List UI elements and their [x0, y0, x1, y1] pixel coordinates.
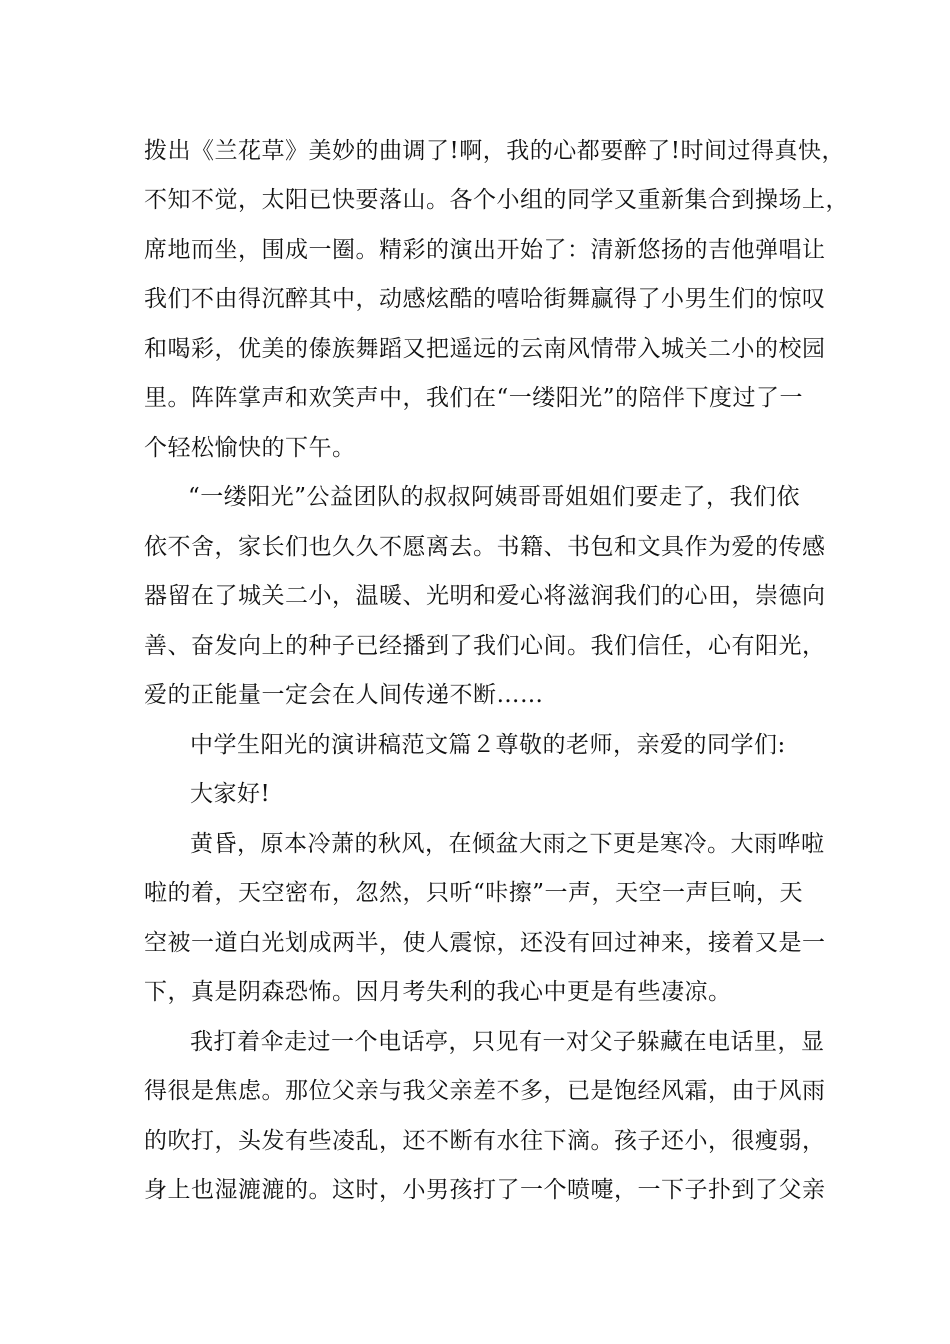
text-line: 个轻松愉快的下午。 [144, 435, 356, 461]
text-line: 和喝彩，优美的傣族舞蹈又把遥远的云南风情带入城关二小的校园 [144, 336, 826, 362]
text-line: 席地而坐，围成一圈。精彩的演出开始了：清新悠扬的吉他弹唱让 [144, 237, 826, 263]
text-line: 黄昏，原本冷萧的秋风，在倾盆大雨之下更是寒冷。大雨哗啦 [190, 831, 825, 857]
text-line: “一缕阳光”公益团队的叔叔阿姨哥哥姐姐们要走了，我们依 [188, 484, 801, 510]
text-line: 我们不由得沉醉其中，动感炫酷的嘻哈街舞赢得了小男生们的惊叹 [144, 286, 826, 312]
greeting-line: 大家好! [190, 781, 271, 807]
text-line: 爱的正能量一定会在人间传递不断…… [144, 682, 544, 708]
text-line: 的吹打，头发有些凌乱，还不断有水往下滴。孩子还小，很瘦弱， [144, 1128, 826, 1154]
text-line: 善、奋发向上的种子已经播到了我们心间。我们信任，心有阳光， [144, 633, 826, 659]
text-line: 拨出《兰花草》美妙的曲调了!啊，我的心都要醉了!时间过得真快， [144, 138, 845, 164]
text-line: 空被一道白光划成两半，使人震惊，还没有回过神来，接着又是一 [144, 930, 826, 956]
text-line: 器留在了城关二小，温暖、光明和爱心将滋润我们的心田，崇德向 [144, 583, 826, 609]
text-line: 下，真是阴森恐怖。因月考失利的我心中更是有些凄凉。 [144, 979, 732, 1005]
text-line: 依不舍，家长们也久久不愿离去。书籍、书包和文具作为爱的传感 [144, 534, 826, 560]
text-line: 我打着伞走过一个电话亭，只见有一对父子躲藏在电话里，显 [190, 1029, 825, 1055]
section-heading: 中学生阳光的演讲稿范文篇２尊敬的老师，亲爱的同学们: [190, 732, 786, 758]
text-line: 不知不觉，太阳已快要落山。各个小组的同学又重新集合到操场上， [144, 187, 849, 213]
text-line: 身上也湿漉漉的。这时，小男孩打了一个喷嚏，一下子扑到了父亲 [144, 1177, 826, 1203]
text-line: 得很是焦虑。那位父亲与我父亲差不多，已是饱经风霜，由于风雨 [144, 1078, 826, 1104]
text-line: 里。阵阵掌声和欢笑声中，我们在“一缕阳光”的陪伴下度过了一 [144, 385, 804, 411]
text-line: 啦的着，天空密布，忽然，只听“咔擦”一声，天空一声巨响，天 [144, 880, 804, 906]
